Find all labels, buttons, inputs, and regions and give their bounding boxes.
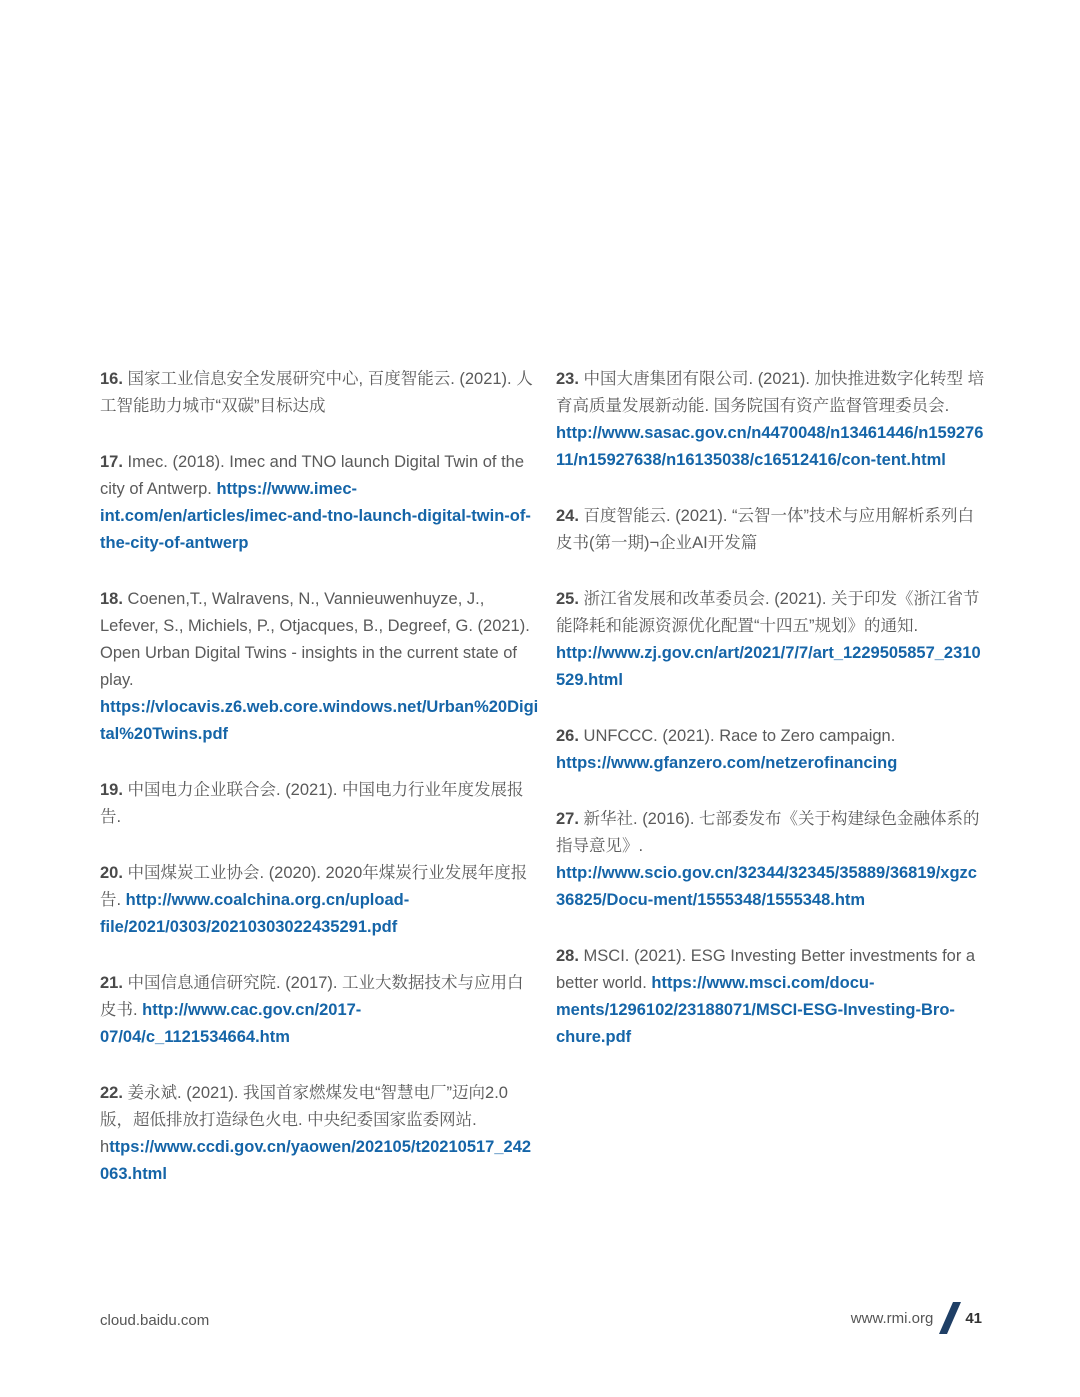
reference-18	[100, 586, 540, 748]
reference-number: 23.	[556, 370, 579, 388]
reference-link[interactable]: https://www.imec-int.com/en/articles/imec-and-tno-launch-digital-twin-of-the-city-of-antwerp	[100, 480, 531, 552]
reference-link[interactable]: https://www.gfanzero.com/netzerofinancing	[556, 754, 898, 772]
reference-text: 百度智能云. (2021). “云智一体”技术与应用解析系列白皮书(第一期)¬企业AI开发篇	[556, 507, 975, 552]
reference-text: Coenen,T., Walravens, N., Vannieuwenhuyze, J., Lefever, S., Michiels, P., Otjacques, B., Degreef, G. (2021). Open Urban Digital Twins - insights in the current state of play.	[100, 590, 530, 689]
reference-text: 中国电力企业联合会. (2021). 中国电力行业年度发展报告.	[100, 781, 524, 826]
footer-left-url[interactable]: cloud.baidu.com	[100, 1312, 210, 1329]
reference-number: 19.	[100, 781, 123, 799]
footer-right-url[interactable]: www.rmi.org	[850, 1309, 934, 1327]
reference-21	[100, 970, 540, 1051]
reference-text: Imec. (2018). Imec and TNO launch Digital Twin of the city of Antwerp.	[100, 453, 525, 498]
reference-24	[556, 503, 986, 557]
reference-link[interactable]: http://www.zj.gov.cn/art/2021/7/7/art_1229505857_2310529.html	[556, 644, 981, 689]
reference-number: 25.	[556, 590, 579, 608]
reference-number: 26.	[556, 727, 579, 745]
reference-16	[100, 366, 540, 420]
reference-text: 浙江省发展和改革委员会. (2021). 关于印发《浙江省节能降耗和能源资源优化配置“十四五”规划》的通知.	[556, 590, 980, 635]
reference-23	[556, 366, 986, 474]
reference-link[interactable]: ttps://www.ccdi.gov.cn/yaowen/202105/t20210517_242063.html	[100, 1138, 532, 1183]
slash-divider-icon	[939, 1302, 961, 1334]
reference-19	[100, 777, 540, 831]
reference-number: 18.	[100, 590, 123, 608]
reference-text: MSCI. (2021). ESG Investing Better investments for a better world.	[556, 947, 976, 992]
reference-text: 中国大唐集团有限公司. (2021). 加快推进数字化转型 培育高质量发展新动能. 国务院国有资产监督管理委员会.	[556, 370, 985, 415]
reference-link[interactable]: http://www.cac.gov.cn/2017-07/04/c_1121534664.htm	[100, 1001, 362, 1046]
reference-number: 16.	[100, 370, 123, 388]
reference-text: 中国煤炭工业协会. (2020). 2020年煤炭行业发展年度报告.	[100, 864, 528, 909]
page-number: 41	[965, 1309, 982, 1327]
reference-25	[556, 586, 986, 694]
reference-28	[556, 943, 986, 1051]
reference-link[interactable]: http://www.sasac.gov.cn/n4470048/n13461446/n15927611/n15927638/n16135038/c16512416/con-tent.html	[556, 424, 984, 469]
footer-right	[851, 1302, 982, 1334]
reference-number: 27.	[556, 810, 579, 828]
reference-number: 20.	[100, 864, 123, 882]
reference-number: 24.	[556, 507, 579, 525]
reference-number: 28.	[556, 947, 579, 965]
reference-17	[100, 449, 540, 557]
references-right-column	[556, 366, 986, 1080]
reference-link[interactable]: https://www.msci.com/docu-ments/1296102/23188071/MSCI-ESG-Investing-Bro-chure.pdf	[556, 974, 955, 1046]
reference-text: 姜永斌. (2021). 我国首家燃煤发电“智慧电厂”迈向2.0版，超低排放打造绿色火电. 中央纪委国家监委网站. h	[100, 1084, 508, 1156]
reference-text: 新华社. (2016). 七部委发布《关于构建绿色金融体系的指导意见》.	[556, 810, 980, 855]
reference-link[interactable]: https://vlocavis.z6.web.core.windows.net/Urban%20Digital%20Twins.pdf	[100, 698, 539, 743]
reference-number: 22.	[100, 1084, 123, 1102]
reference-link[interactable]: http://www.scio.gov.cn/32344/32345/35889/36819/xgzc36825/Docu-ment/1555348/1555348.htm	[556, 864, 977, 909]
reference-text: UNFCCC. (2021). Race to Zero campaign.	[578, 727, 896, 745]
reference-number: 21.	[100, 974, 123, 992]
reference-22	[100, 1080, 540, 1188]
reference-link[interactable]: http://www.coalchina.org.cn/upload-file/2021/0303/20210303022435291.pdf	[100, 891, 410, 936]
reference-text: 中国信息通信研究院. (2017). 工业大数据技术与应用白皮书.	[100, 974, 524, 1019]
references-left-column	[100, 366, 540, 1217]
reference-20	[100, 860, 540, 941]
reference-26	[556, 723, 986, 777]
reference-number: 17.	[100, 453, 123, 471]
reference-text: 国家工业信息安全发展研究中心, 百度智能云. (2021). 人工智能助力城市“双碳”目标达成	[100, 370, 533, 415]
reference-27	[556, 806, 986, 914]
